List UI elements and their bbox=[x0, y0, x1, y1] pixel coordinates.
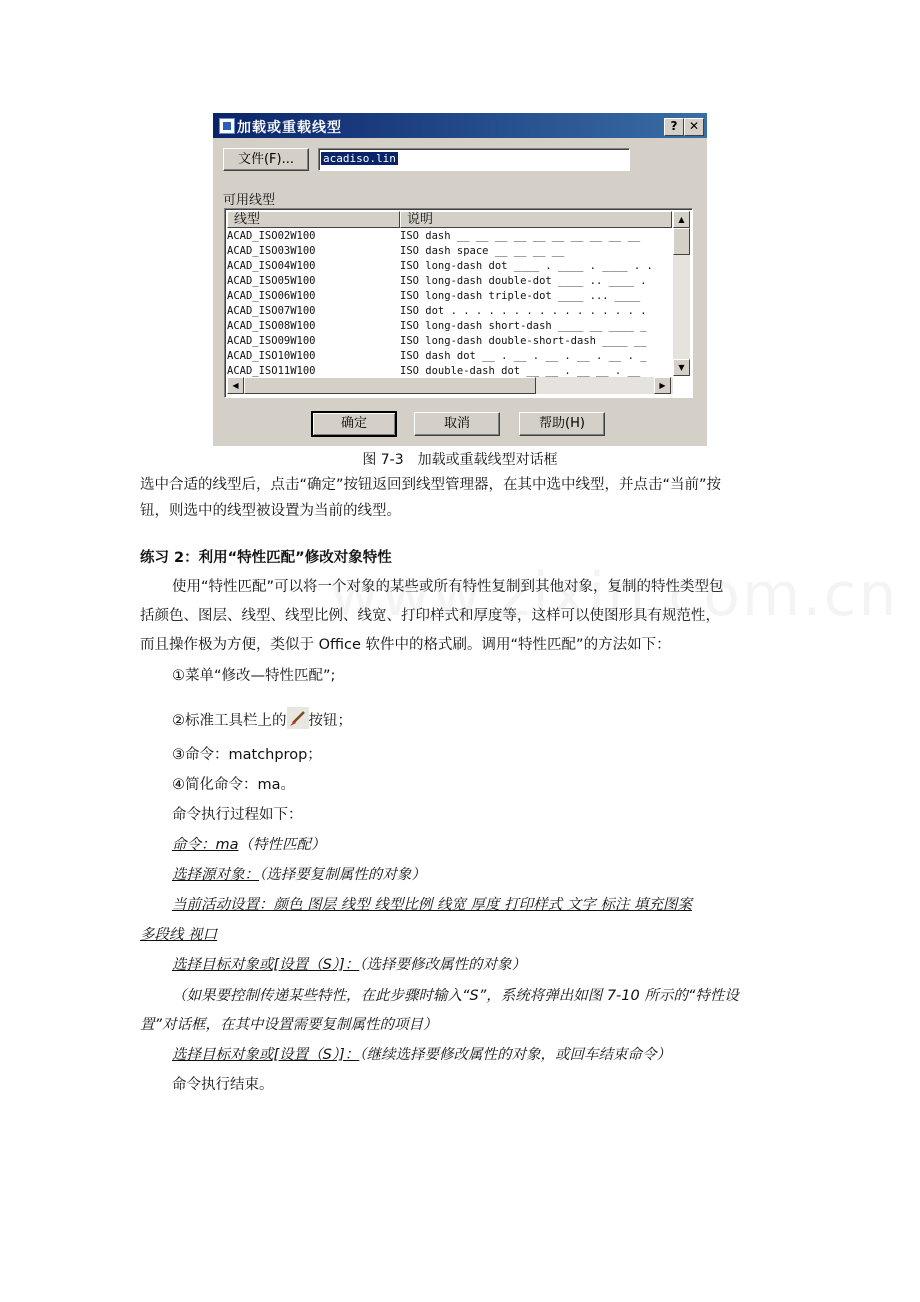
linetype-list[interactable] bbox=[224, 208, 693, 398]
linetype-name: ACAD_ISO07W100 bbox=[227, 305, 316, 317]
linetype-name: ACAD_ISO04W100 bbox=[227, 260, 316, 272]
cmd-step1 bbox=[172, 833, 326, 854]
linetype-description: ISO dash dot __ . __ . __ . __ . __ . _ bbox=[400, 350, 647, 362]
scroll-up-icon[interactable]: ▲ bbox=[673, 211, 690, 228]
para2-line2: 括颜色、图层、线型、线型比例、线宽、打印样式和厚度等，这样可以使图形具有规范性， bbox=[140, 608, 720, 624]
linetype-description: ISO long-dash dot ____ . ____ . ____ . . bbox=[400, 260, 653, 272]
dialog-title: 加载或重载线型 bbox=[237, 120, 342, 136]
linetype-name: ACAD_ISO03W100 bbox=[227, 245, 316, 257]
linetype-name: ACAD_ISO09W100 bbox=[227, 335, 316, 347]
hscroll-thumb[interactable] bbox=[244, 377, 536, 394]
cmd-step1-cmd: 命令：ma bbox=[172, 837, 239, 853]
linetype-row[interactable] bbox=[227, 349, 672, 364]
method-toolbar bbox=[172, 707, 352, 730]
horizontal-scrollbar[interactable] bbox=[227, 377, 673, 394]
linetype-description: ISO long-dash triple-dot ____ ... ____ bbox=[400, 290, 641, 302]
file-name-input[interactable] bbox=[318, 148, 630, 171]
file-button[interactable]: 文件(F)... bbox=[223, 148, 309, 171]
cmd-step5 bbox=[172, 1043, 671, 1064]
linetype-row[interactable] bbox=[227, 274, 672, 289]
linetype-description: ISO double-dash dot __ __ . __ __ . __ bbox=[400, 365, 641, 377]
linetype-row[interactable] bbox=[227, 334, 672, 349]
cmd-step1-note: （特性匹配） bbox=[238, 837, 326, 853]
linetype-description: ISO dash space __ __ __ __ bbox=[400, 245, 565, 257]
linetype-name: ACAD_ISO11W100 bbox=[227, 365, 316, 377]
cmd-step4-cmd: 选择目标对象或[设置（S）]： bbox=[172, 957, 360, 973]
cmd-step5-note: （继续选择要修改属性的对象，或回车结束命令） bbox=[359, 1047, 672, 1063]
linetype-description: ISO long-dash short-dash ____ __ ____ _ bbox=[400, 320, 647, 332]
para1-line1: 选中合适的线型后，点击“确定”按钮返回到线型管理器，在其中选中线型，并点击“当前”按 bbox=[140, 477, 722, 493]
linetype-description: ISO long-dash double-short-dash ____ __ bbox=[400, 335, 647, 347]
linetype-rows bbox=[227, 229, 672, 379]
section-heading: 练习 2：利用“特性匹配”修改对象特性 bbox=[140, 550, 392, 566]
method-menu: ①菜单“修改—特性匹配”; bbox=[172, 668, 336, 684]
method-toolbar-suffix: 按钮； bbox=[308, 713, 352, 729]
help-button[interactable]: 帮助(H) bbox=[519, 412, 605, 436]
cmd-note-line2: 置”对话框，在其中设置需要复制属性的项目） bbox=[140, 1017, 438, 1033]
linetype-row[interactable] bbox=[227, 229, 672, 244]
linetype-name: ACAD_ISO10W100 bbox=[227, 350, 316, 362]
ok-button[interactable]: 确定 bbox=[311, 411, 397, 437]
cmd-step3-line2: 多段线 视口 bbox=[140, 927, 218, 943]
linetype-row[interactable] bbox=[227, 304, 672, 319]
linetype-description: ISO long-dash double-dot ____ .. ____ . bbox=[400, 275, 647, 287]
method-short-command: ④简化命令：ma。 bbox=[172, 777, 296, 793]
column-header-linetype[interactable]: 线型 bbox=[227, 211, 400, 228]
file-name-value: acadiso.lin bbox=[323, 152, 396, 165]
available-linetypes-label: 可用线型 bbox=[223, 193, 276, 208]
para1-line2: 钮，则选中的线型被设置为当前的线型。 bbox=[140, 503, 401, 519]
cmd-end: 命令执行结束。 bbox=[172, 1077, 274, 1093]
linetype-row[interactable] bbox=[227, 319, 672, 334]
method-toolbar-text: ②标准工具栏上的 bbox=[172, 713, 287, 729]
linetype-row[interactable] bbox=[227, 259, 672, 274]
cmd-step3-line1: 当前活动设置：颜色 图层 线型 线型比例 线宽 厚度 打印样式 文字 标注 填充图案 bbox=[172, 897, 692, 913]
scroll-thumb[interactable] bbox=[673, 228, 690, 255]
cmd-step2 bbox=[172, 863, 426, 884]
cmd-step4-note: （选择要修改属性的对象） bbox=[359, 957, 527, 973]
linetype-row[interactable] bbox=[227, 289, 672, 304]
linetype-description: ISO dot . . . . . . . . . . . . . . . . bbox=[400, 305, 647, 317]
vertical-scrollbar[interactable] bbox=[673, 211, 690, 376]
linetype-name: ACAD_ISO06W100 bbox=[227, 290, 316, 302]
linetype-name: ACAD_ISO02W100 bbox=[227, 230, 316, 242]
cancel-button[interactable]: 取消 bbox=[414, 412, 500, 436]
column-header-description[interactable]: 说明 bbox=[400, 211, 672, 228]
close-icon[interactable]: ✕ bbox=[684, 118, 704, 136]
method-command: ③命令：matchprop； bbox=[172, 747, 322, 763]
scroll-left-icon[interactable]: ◀ bbox=[227, 377, 244, 394]
scroll-down-icon[interactable]: ▼ bbox=[673, 359, 690, 376]
help-icon[interactable]: ? bbox=[664, 118, 684, 136]
para2-line1: 使用“特性匹配”可以将一个对象的某些或所有特性复制到其他对象，复制的特性类型包 bbox=[172, 579, 724, 595]
cmd-step4 bbox=[172, 953, 526, 974]
cmd-note-line1: （如果要控制传递某些特性，在此步骤时输入“S”，系统将弹出如图 7-10 所示的“特性设 bbox=[172, 988, 739, 1004]
linetype-row[interactable] bbox=[227, 244, 672, 259]
match-properties-brush-icon bbox=[287, 707, 309, 729]
para2-line3: 而且操作极为方便，类似于 Office 软件中的格式刷。调用“特性匹配”的方法如下： bbox=[140, 637, 671, 653]
dialog-titlebar[interactable] bbox=[213, 113, 707, 138]
linetype-name: ACAD_ISO08W100 bbox=[227, 320, 316, 332]
cmd-step2-note: （选择要复制属性的对象） bbox=[259, 867, 426, 883]
scroll-right-icon[interactable]: ▶ bbox=[654, 377, 671, 394]
linetype-description: ISO dash __ __ __ __ __ __ __ __ __ __ bbox=[400, 230, 641, 242]
figure-caption: 图 7-3 加载或重载线型对话框 bbox=[362, 452, 558, 468]
cmd-step2-cmd: 选择源对象： bbox=[172, 867, 259, 883]
linetype-name: ACAD_ISO05W100 bbox=[227, 275, 316, 287]
app-icon bbox=[219, 118, 235, 134]
process-intro: 命令执行过程如下： bbox=[172, 807, 303, 823]
load-linetype-dialog bbox=[213, 113, 707, 446]
cmd-step5-cmd: 选择目标对象或[设置（S）]： bbox=[172, 1047, 360, 1063]
